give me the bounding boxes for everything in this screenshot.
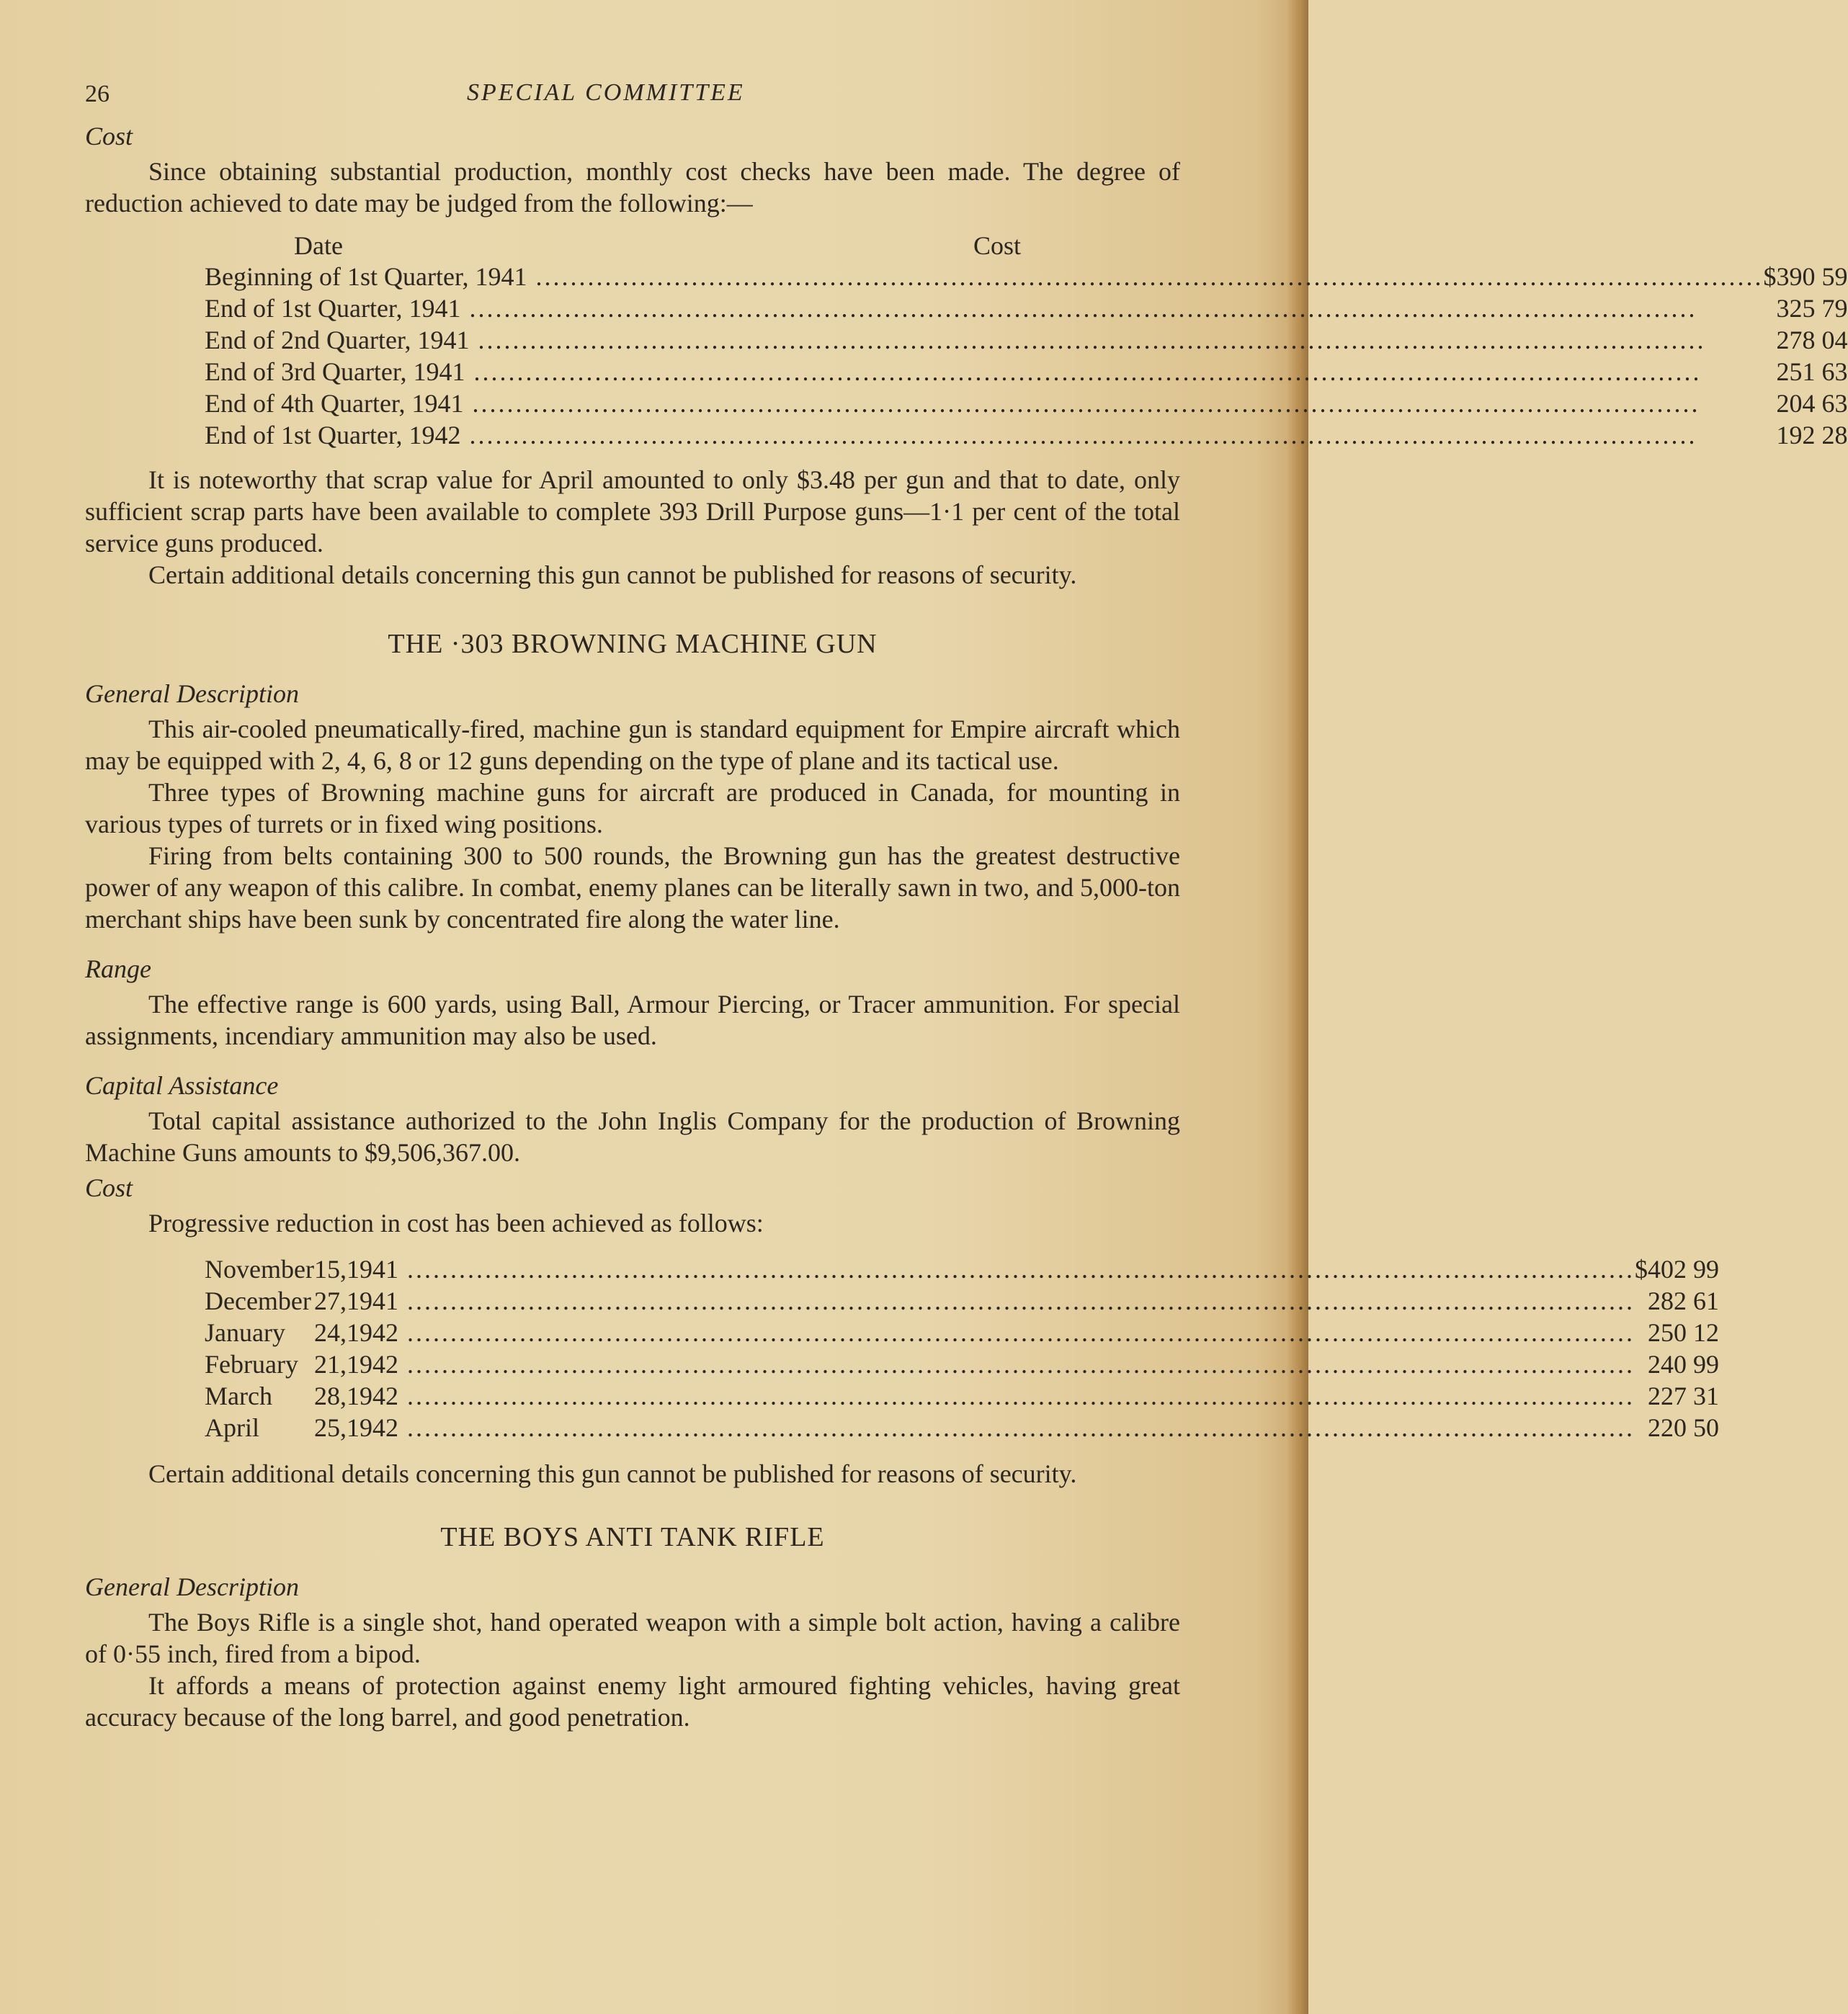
range-heading: Range — [85, 954, 151, 983]
table-row — [205, 324, 1848, 356]
row-day: 28, — [313, 1382, 347, 1410]
quarter-date: Beginning of 1st Quarter, 1941 ..... — [205, 261, 1764, 292]
quarter-cost: 192 28 — [1776, 421, 1848, 449]
cost-column-header: Cost — [973, 231, 1022, 260]
boys-section-title: THE BOYS ANTI TANK RIFLE — [440, 1522, 825, 1552]
browning-cost-heading: Cost — [85, 1173, 133, 1202]
row-month: February — [205, 1350, 298, 1379]
boys-paragraph-1: The Boys Rifle is a single shot, hand operated weapon with a simple bolt action, having a calibre of 0·55 inch, fired from a bipod. — [85, 1608, 1180, 1668]
quarter-cost: 278 04 — [1776, 326, 1848, 354]
row-year: 1942 ..... — [347, 1412, 1635, 1444]
table-row — [205, 1317, 1719, 1348]
table-row — [205, 1412, 1719, 1444]
row-cost: 220 50 — [1647, 1413, 1719, 1442]
row-cost: 240 99 — [1647, 1350, 1719, 1379]
document-content — [85, 72, 1848, 1733]
range-paragraph: The effective range is 600 yards, using Ball, Armour Piercing, or Tracer ammunition. For special assignments, incendiary ammunition may also be used. — [85, 990, 1180, 1050]
quarterly-cost-table — [205, 261, 1848, 451]
row-cost: 227 31 — [1647, 1382, 1719, 1410]
table-row — [205, 388, 1848, 419]
row-year: 1942 ..... — [347, 1348, 1635, 1380]
table-row — [205, 261, 1848, 292]
row-year: 1942 ..... — [347, 1317, 1635, 1348]
row-cost: 282 61 — [1647, 1286, 1719, 1315]
quarter-cost: $390 59 — [1763, 262, 1848, 291]
row-month: March — [205, 1382, 272, 1410]
row-day: 24, — [313, 1318, 347, 1347]
browning-general-heading: General Description — [85, 679, 299, 708]
quarter-date: End of 4th Quarter, 1941 ..... — [205, 388, 1764, 419]
quarter-cost: 251 63 — [1776, 357, 1848, 386]
date-column-header: Date — [294, 231, 343, 260]
browning-cost-paragraph: Progressive reduction in cost has been achieved as follows: — [148, 1209, 764, 1238]
browning-general-p1: This air-cooled pneumatically-fired, machine gun is standard equipment for Empire aircraft which may be equipped with 2, 4, 6, 8 or 12 guns depending on the type of plane and its tactical use. — [85, 715, 1180, 775]
quarter-date: End of 1st Quarter, 1942 ..... — [205, 419, 1764, 451]
table-row — [205, 292, 1848, 324]
row-day: 27, — [313, 1286, 347, 1315]
row-day: 21, — [313, 1350, 347, 1379]
running-head: SPECIAL COMMITTEE — [467, 79, 745, 106]
browning-section-title: THE ·303 BROWNING MACHINE GUN — [388, 629, 878, 659]
table-row — [205, 419, 1848, 451]
cost-heading: Cost — [85, 122, 133, 151]
boys-paragraph-2: It affords a means of protection against enemy light armoured fighting vehicles, having great accuracy because of the long barrel, and good penetration. — [85, 1671, 1180, 1732]
table-row — [205, 1348, 1719, 1380]
row-month: January — [205, 1318, 285, 1347]
browning-cost-table — [205, 1253, 1719, 1444]
quarter-date: End of 2nd Quarter, 1941 ..... — [205, 324, 1764, 356]
browning-general-p3: Firing from belts containing 300 to 500 rounds, the Browning gun has the greatest destructive power of any weapon of this calibre. In combat, enemy planes can be literally sawn in two, and 5,000-ton merchant ships have been sunk by concentrated fire along the water line. — [85, 841, 1180, 934]
row-month: November — [205, 1255, 314, 1284]
row-cost: $402 99 — [1634, 1255, 1719, 1284]
browning-security-paragraph: Certain additional details concerning this gun cannot be published for reasons of security. — [148, 1459, 1077, 1488]
table-row — [205, 1380, 1719, 1412]
row-year: 1942 ..... — [347, 1380, 1635, 1412]
cost-table-header — [85, 226, 1180, 261]
row-cost: 250 12 — [1647, 1318, 1719, 1347]
security-paragraph-1: Certain additional details concerning this gun cannot be published for reasons of security. — [148, 560, 1077, 589]
table-row — [205, 356, 1848, 388]
quarter-cost: 204 63 — [1776, 389, 1848, 418]
scrap-value-paragraph: It is noteworthy that scrap value for April amounted to only $3.48 per gun and that to date, only sufficient scrap parts have been available to complete 393 Drill Purpose guns—1·1 per cent of the total service guns produced. — [85, 465, 1180, 558]
page-header — [85, 72, 1180, 118]
browning-general-p2: Three types of Browning machine guns for aircraft are produced in Canada, for mounting in various types of turrets or in fixed wing positions. — [85, 778, 1180, 838]
row-day: 25, — [313, 1413, 347, 1442]
row-year: 1941 ..... — [347, 1285, 1635, 1317]
row-year: 1941 ..... — [347, 1253, 1635, 1285]
row-month: December — [205, 1286, 311, 1315]
capital-assistance-paragraph: Total capital assistance authorized to the John Inglis Company for the production of Browning Machine Guns amounts to $9,506,367.00. — [85, 1106, 1180, 1167]
row-day: 15, — [313, 1255, 347, 1284]
page-number: 26 — [85, 81, 110, 107]
table-row — [205, 1285, 1719, 1317]
boys-general-heading: General Description — [85, 1572, 299, 1601]
table-row — [205, 1253, 1719, 1285]
cost-intro-paragraph: Since obtaining substantial production, monthly cost checks have been made. The degree of reduction achieved to date may be judged from the following:— — [85, 157, 1180, 218]
quarter-date: End of 1st Quarter, 1941 ..... — [205, 292, 1764, 324]
capital-assistance-heading: Capital Assistance — [85, 1071, 279, 1100]
quarter-date: End of 3rd Quarter, 1941 ..... — [205, 356, 1764, 388]
row-month: April — [205, 1413, 259, 1442]
quarter-cost: 325 79 — [1776, 294, 1848, 323]
